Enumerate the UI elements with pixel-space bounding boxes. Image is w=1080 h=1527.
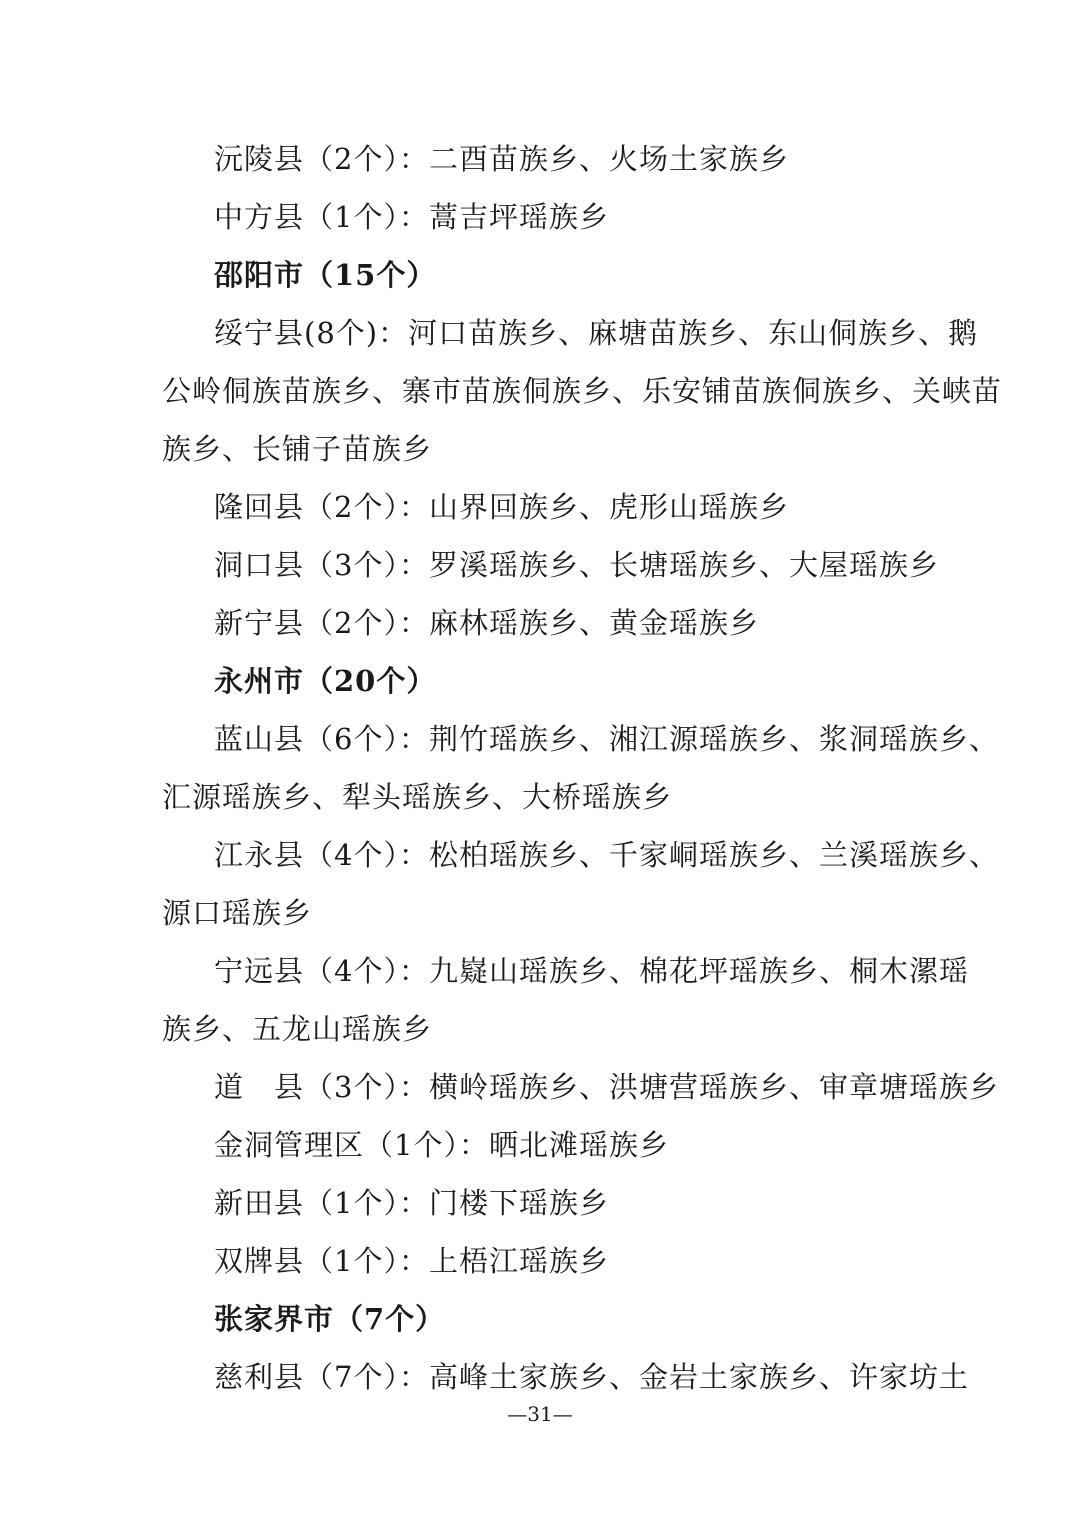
section-heading-zhangjiajie: 张家界市（7个） <box>214 1302 446 1336</box>
text-line-suining-3: 族乡、长铺子苗族乡 <box>162 432 433 466</box>
section-heading-yongzhou: 永州市（20个） <box>214 664 437 698</box>
text-line-xintian: 新田县（1个）：门楼下瑶族乡 <box>214 1186 609 1220</box>
text-line-lanshan-2: 汇源瑶族乡、犁头瑶族乡、大桥瑶族乡 <box>162 780 673 814</box>
text-line-ningyuan-2: 族乡、五龙山瑶族乡 <box>162 1012 433 1046</box>
text-line-shuangpai: 双牌县（1个）：上梧江瑶族乡 <box>214 1244 609 1278</box>
text-line-yuanling: 沅陵县（2个）：二酉苗族乡、火场土家族乡 <box>214 142 789 176</box>
text-line-dongkou: 洞口县（3个）：罗溪瑶族乡、长塘瑶族乡、大屋瑶族乡 <box>214 548 939 582</box>
text-line-ningyuan-1: 宁远县（4个）：九嶷山瑶族乡、棉花坪瑶族乡、桐木漯瑶 <box>214 954 969 988</box>
section-heading-shaoyang: 邵阳市（15个） <box>214 258 437 292</box>
text-line-suining-1: 绥宁县(8个)：河口苗族乡、麻塘苗族乡、东山侗族乡、鹅 <box>214 316 979 350</box>
document-body <box>162 130 1003 1406</box>
text-line-jindong: 金洞管理区（1个）：晒北滩瑶族乡 <box>214 1128 669 1162</box>
text-line-lanshan-1: 蓝山县（6个）：荆竹瑶族乡、湘江源瑶族乡、浆洞瑶族乡、 <box>214 722 999 756</box>
page-number: —31— <box>507 1402 573 1426</box>
text-line-suining-2: 公岭侗族苗族乡、寨市苗族侗族乡、乐安铺苗族侗族乡、关峡苗 <box>162 374 1003 408</box>
text-line-daoxian: 道 县（3个）：横岭瑶族乡、洪塘营瑶族乡、审章塘瑶族乡 <box>214 1070 999 1104</box>
text-line-jiangyong-2: 源口瑶族乡 <box>162 896 313 930</box>
text-line-longhui: 隆回县（2个）：山界回族乡、虎形山瑶族乡 <box>214 490 789 524</box>
text-line-cili: 慈利县（7个）：高峰土家族乡、金岩土家族乡、许家坊土 <box>214 1360 969 1394</box>
text-line-jiangyong-1: 江永县（4个）：松柏瑶族乡、千家峒瑶族乡、兰溪瑶族乡、 <box>214 838 999 872</box>
text-line-zhongfang: 中方县（1个）：蒿吉坪瑶族乡 <box>214 200 609 234</box>
text-line-xinning: 新宁县（2个）：麻林瑶族乡、黄金瑶族乡 <box>214 606 759 640</box>
